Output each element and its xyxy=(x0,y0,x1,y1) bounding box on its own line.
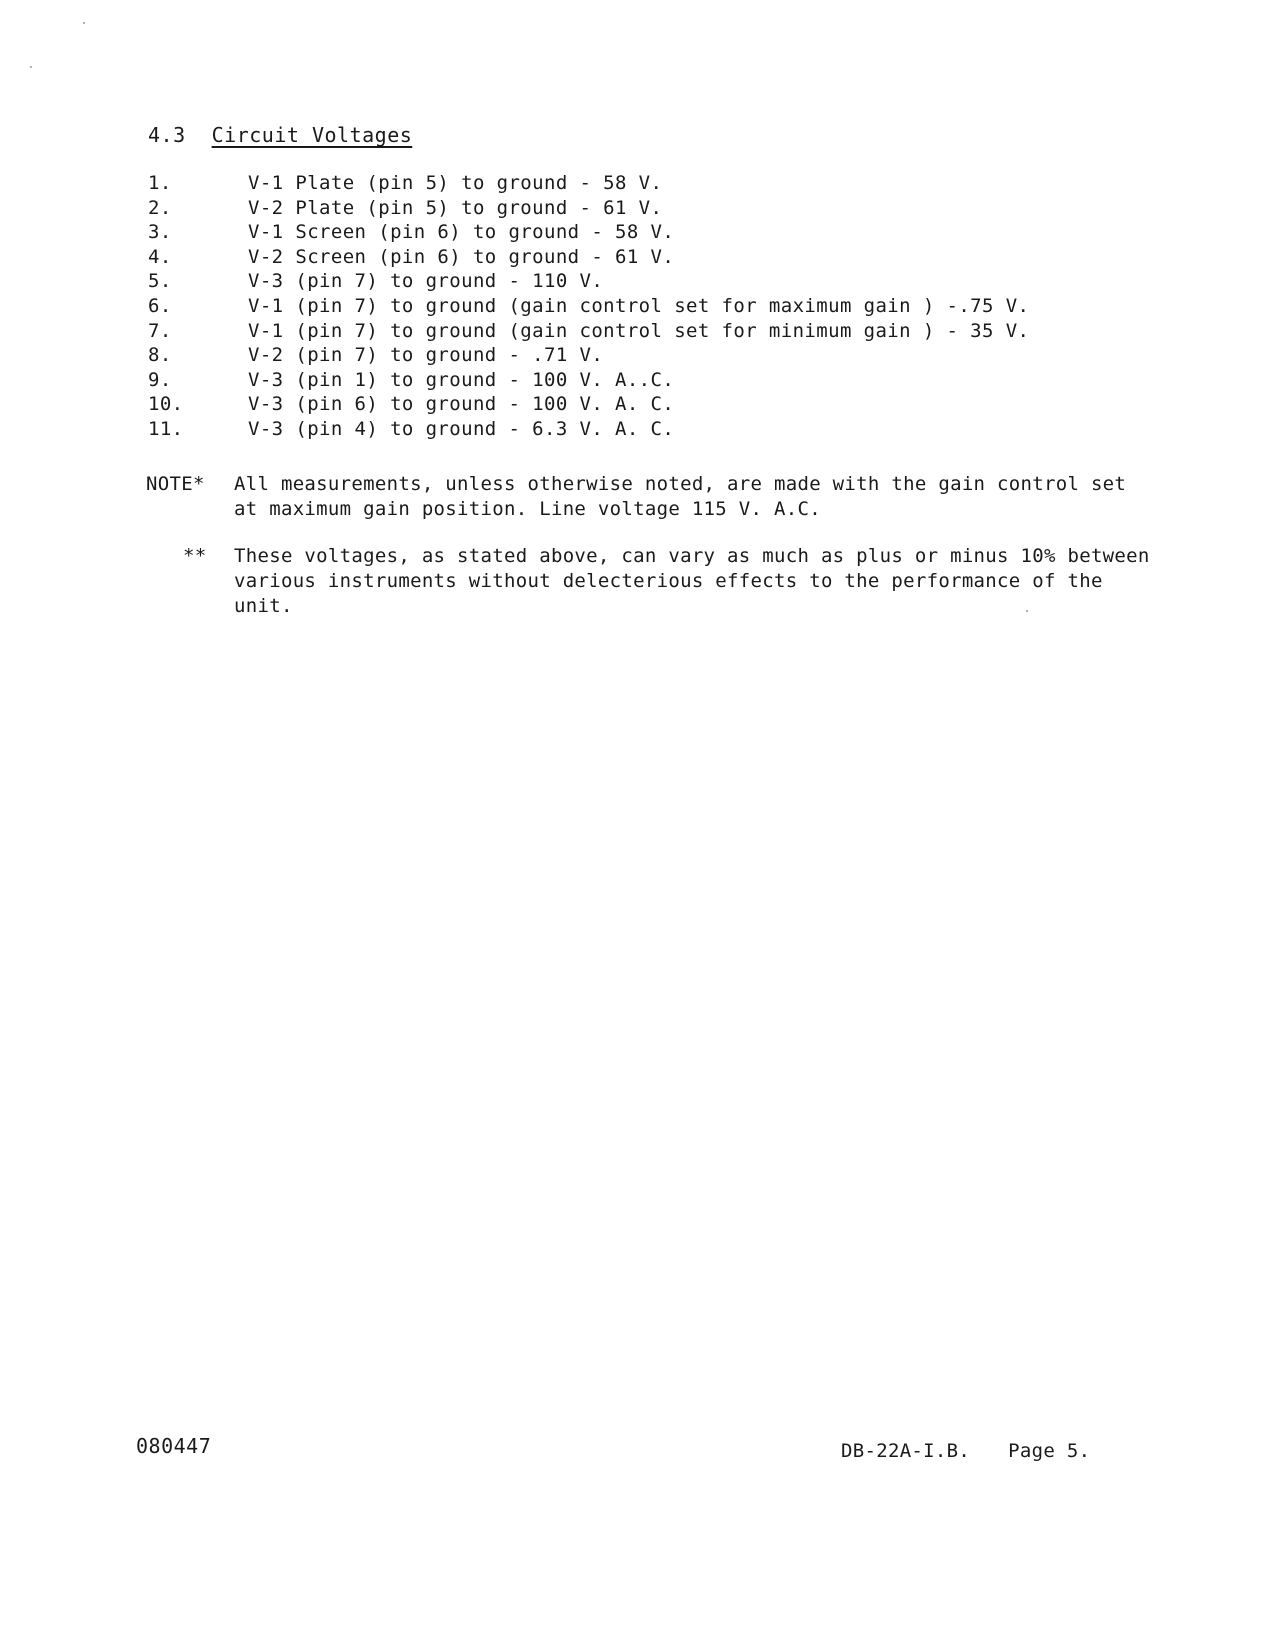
note-text: All measurements, unless otherwise noted, are made with the gain control set at maximum gain position. Line voltage 115 V. A.C. xyxy=(234,473,1127,520)
item-text: V-1 (pin 7) to ground (gain control set for maximum gain ) -.75 V. xyxy=(248,294,1030,317)
item-text: V-3 (pin 7) to ground - 110 V. xyxy=(248,270,604,293)
note-text: These voltages, as stated above, can vary as much as plus or minus 10% between various instruments without delecterious effects to the performance of the unit. xyxy=(234,545,1150,617)
list-item xyxy=(148,418,1029,443)
item-number: 6. xyxy=(148,294,172,317)
scan-speck xyxy=(83,22,85,24)
document-number: 080447 xyxy=(136,1434,212,1458)
item-number: 8. xyxy=(148,344,172,367)
item-text: V-1 Screen (pin 6) to ground - 58 V. xyxy=(248,221,675,244)
item-text: V-1 Plate (pin 5) to ground - 58 V. xyxy=(248,172,663,194)
document-reference: DB-22A-I.B. xyxy=(841,1440,971,1462)
item-number: 1. xyxy=(148,172,172,194)
list-item xyxy=(148,221,1029,246)
item-text: V-2 Plate (pin 5) to ground - 61 V. xyxy=(248,196,663,219)
list-item xyxy=(148,393,1029,418)
list-item xyxy=(148,369,1029,394)
list-item xyxy=(148,270,1029,295)
section-heading xyxy=(148,123,412,147)
list-item xyxy=(148,172,1029,197)
note-measurements xyxy=(146,472,1134,522)
list-item xyxy=(148,197,1029,222)
item-number: 4. xyxy=(148,245,172,268)
list-item xyxy=(148,295,1029,320)
item-text: V-3 (pin 1) to ground - 100 V. A..C. xyxy=(248,368,675,391)
note-marker: NOTE* xyxy=(146,473,205,495)
item-text: V-2 Screen (pin 6) to ground - 61 V. xyxy=(248,245,675,268)
note-tolerance xyxy=(183,544,1164,619)
item-number: 10. xyxy=(148,393,184,416)
item-number: 3. xyxy=(148,221,172,244)
measurement-list xyxy=(148,172,1029,443)
item-number: 5. xyxy=(148,270,172,293)
list-item xyxy=(148,246,1029,271)
list-item xyxy=(148,344,1029,369)
page-number: Page 5. xyxy=(1008,1440,1091,1462)
item-text: V-1 (pin 7) to ground (gain control set for minimum gain ) - 35 V. xyxy=(248,319,1030,342)
list-item xyxy=(148,320,1029,345)
note-marker: ** xyxy=(183,545,207,567)
item-number: 2. xyxy=(148,196,172,219)
item-text: V-3 (pin 4) to ground - 6.3 V. A. C. xyxy=(248,417,675,440)
item-text: V-2 (pin 7) to ground - .71 V. xyxy=(248,344,604,367)
item-number: 7. xyxy=(148,319,172,342)
item-number: 9. xyxy=(148,368,172,391)
page-footer xyxy=(841,1440,1090,1462)
section-number: 4.3 xyxy=(148,123,186,147)
section-title: Circuit Voltages xyxy=(211,123,413,147)
scan-speck xyxy=(30,66,32,68)
item-text: V-3 (pin 6) to ground - 100 V. A. C. xyxy=(248,393,675,416)
item-number: 11. xyxy=(148,417,184,440)
